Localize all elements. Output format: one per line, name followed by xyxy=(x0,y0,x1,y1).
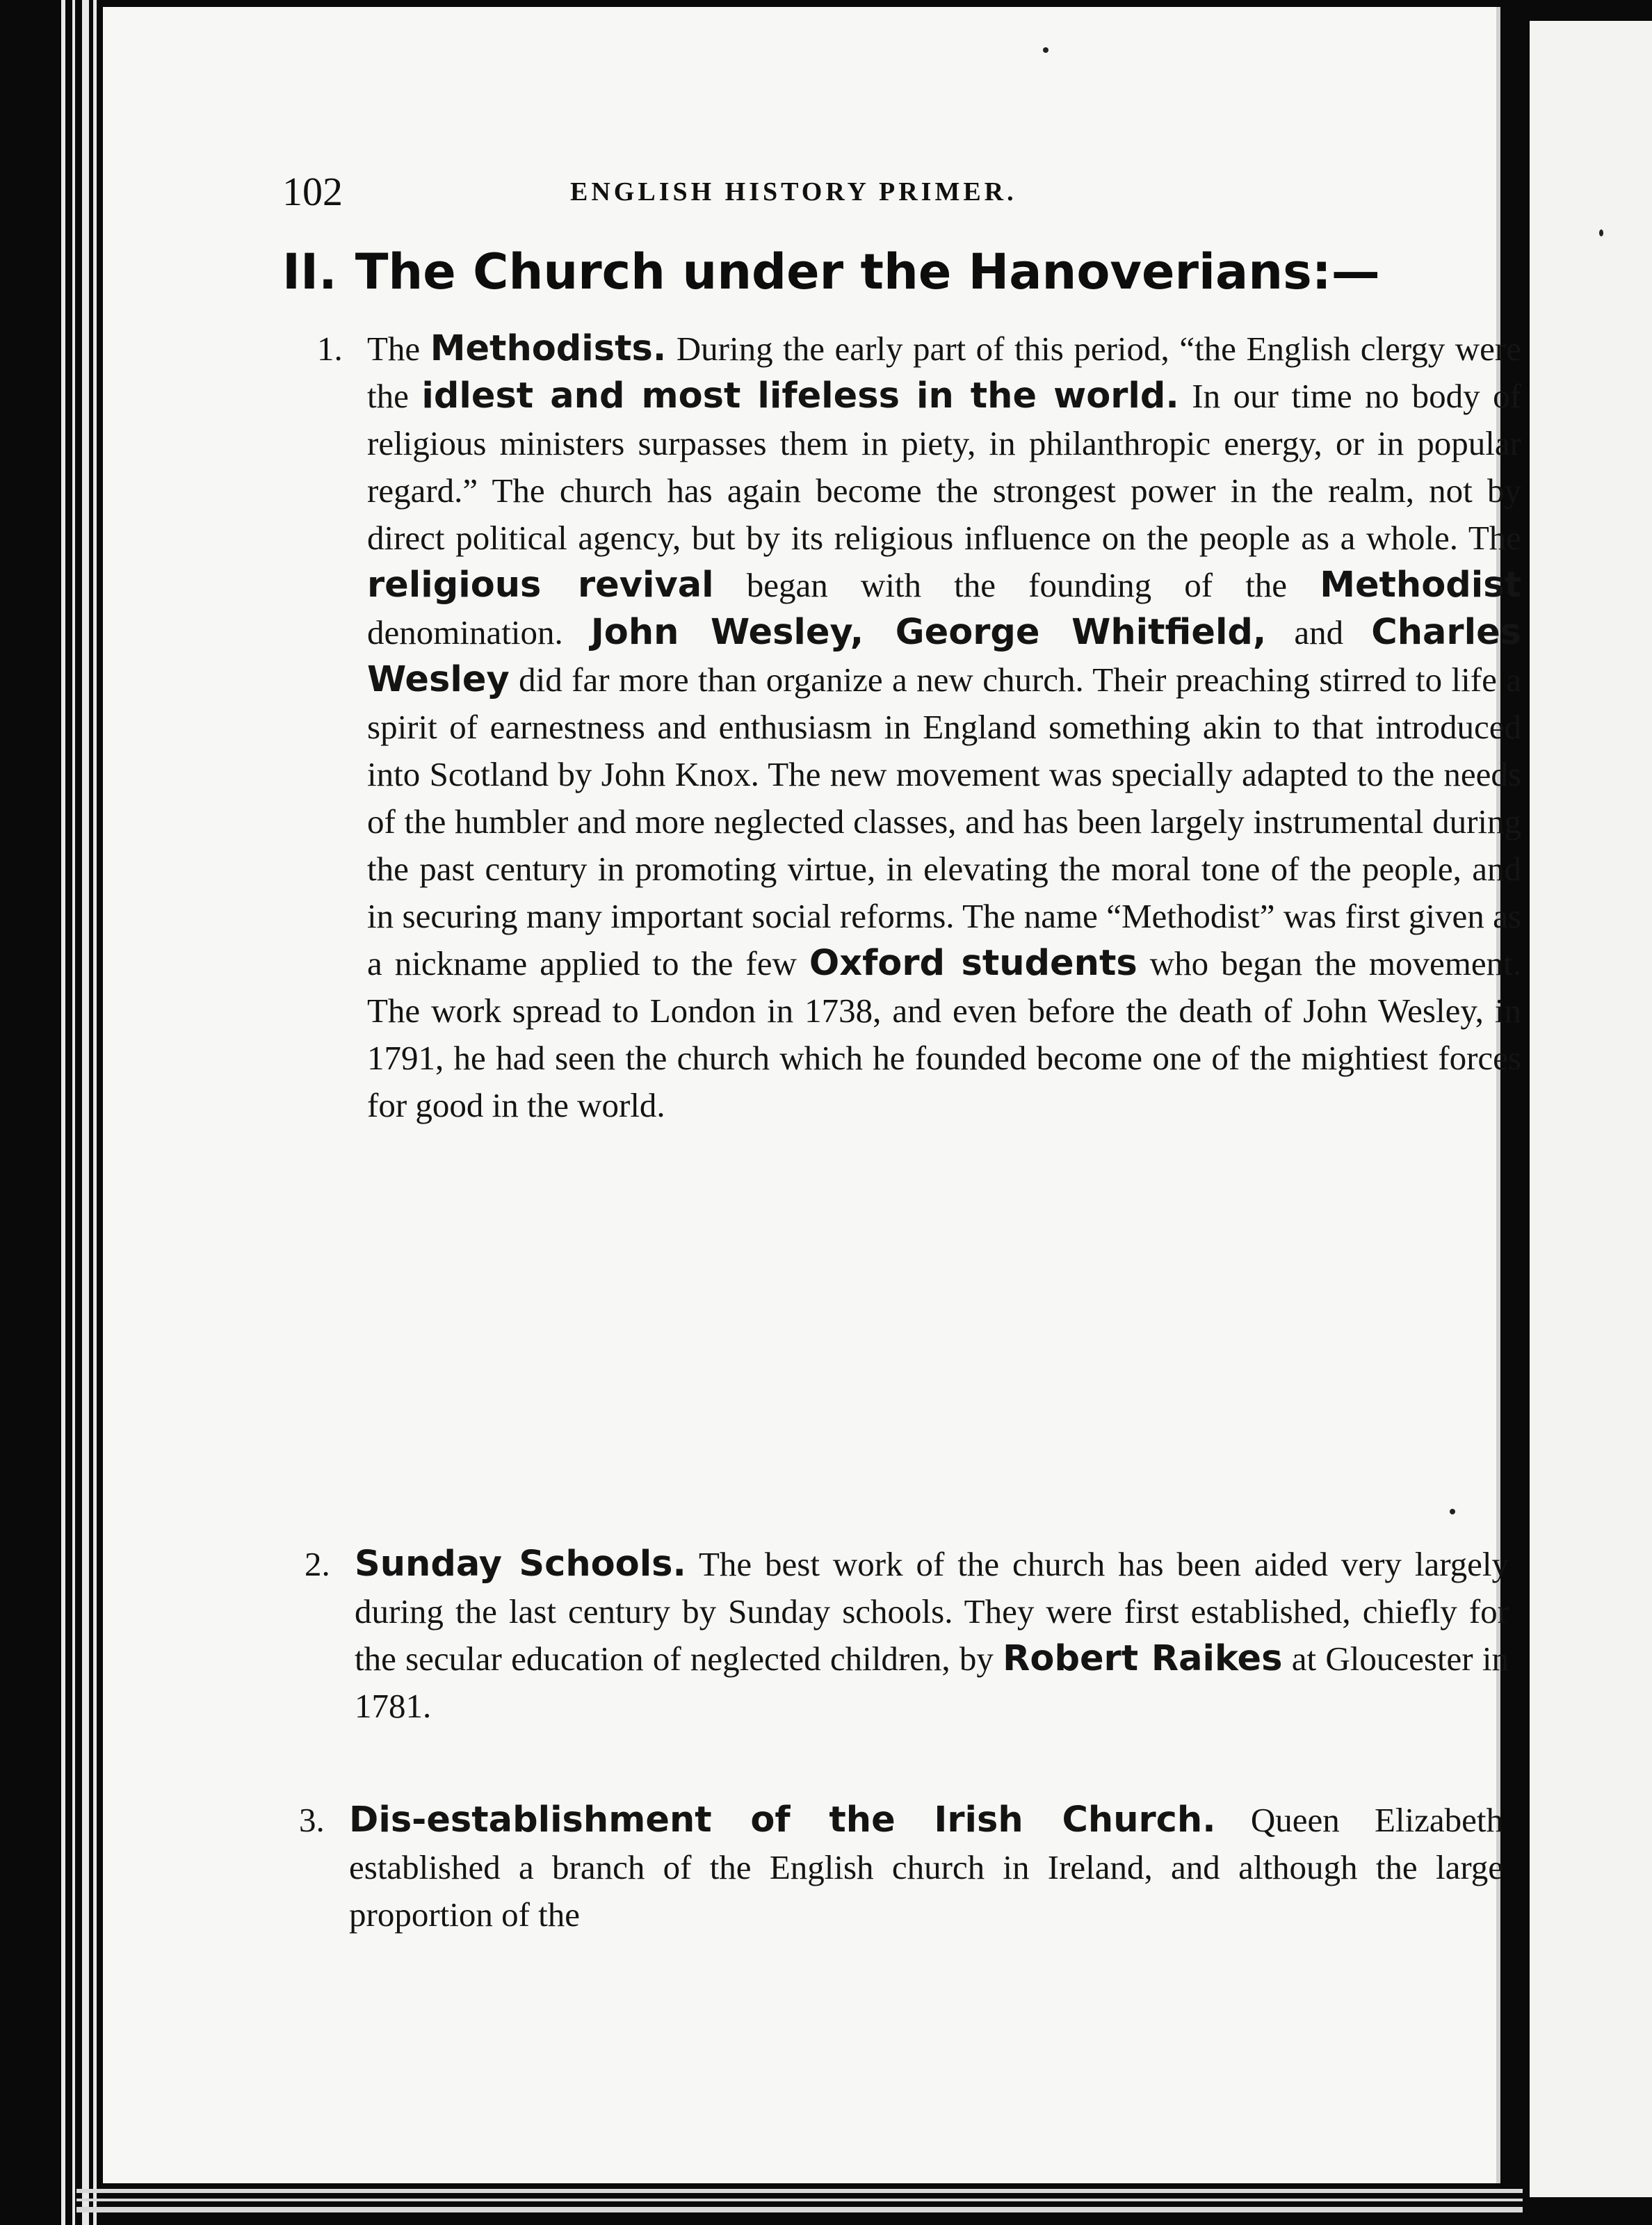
body-text: During the early part of this period, “the English clergy were the xyxy=(367,330,1521,415)
bold-term: John Wesley, George Whitfield, xyxy=(590,612,1267,653)
scan-speck xyxy=(1043,47,1048,53)
body-text: did far more than organize a new church. Their preaching stirred to life a spirit of earnestness and enthusiasm in England something akin to that introduced into Scotland by John Knox. The new movement was specially adapted to the needs of the humbler and more neglected classes, and has been largely instrumental during the past century in promoting virtue, in elevating the moral tone of the people, and in securing many important social reforms. The name “Methodist” was first given as a nickname applied to the few xyxy=(367,661,1521,982)
body-text: who began the movement. The work spread to London in 1738, and even before the death of John Wesley, in 1791, he had seen the church which he founded become one of the mightiest forces for good in the world. xyxy=(367,944,1522,1124)
page-edge-line xyxy=(61,0,65,2225)
bold-term: Oxford students xyxy=(809,943,1137,984)
bold-term: Dis-establishment of the Irish Church. xyxy=(349,1799,1216,1840)
body-text: at Gloucester in 1781. xyxy=(355,1640,1509,1725)
body-text: and xyxy=(1266,613,1372,652)
bold-term: Sunday Schools. xyxy=(355,1544,686,1585)
bold-term: Robert Raikes xyxy=(1003,1638,1283,1679)
entry-irish-church xyxy=(349,1797,1503,1939)
bold-term: idlest and most lifeless in the world. xyxy=(421,375,1179,416)
page-bottom-edge xyxy=(76,2199,1523,2201)
page-bottom-edge xyxy=(76,2189,1523,2193)
body-text: In our time no body of religious ministers surpasses them in piety, in philanthropic energy, or in popular regard.” The church has again become the strongest power in the realm, not by direct political agency, but by its religious influence on the people as a whole. The xyxy=(367,377,1521,557)
facing-page-edge xyxy=(1530,21,1652,2197)
bold-term: religious revival xyxy=(367,565,714,606)
body-text: denomination. xyxy=(367,613,591,652)
bold-term: Charles Wesley xyxy=(367,612,1522,700)
bold-term: Methodist xyxy=(1320,565,1521,606)
body-text: began with the founding of the xyxy=(713,566,1320,604)
book-page xyxy=(103,7,1522,2183)
page-edge-line xyxy=(72,0,75,2225)
bold-term: Methodists. xyxy=(430,328,667,369)
page-number: 102 xyxy=(282,169,343,214)
running-title: ENGLISH HISTORY PRIMER. xyxy=(570,177,1017,207)
page-edge-line xyxy=(93,0,97,2225)
scan-speck xyxy=(1450,1509,1455,1514)
body-text: The best work of the church has been aided very largely during the last century by Sunday schools. They were first established, chiefly for the secular education of neglected children, by xyxy=(355,1545,1509,1678)
page-edge-line xyxy=(82,0,89,2225)
entry-methodists xyxy=(367,325,1521,1129)
section-numeral: II. xyxy=(282,243,337,300)
body-text: The xyxy=(367,330,430,368)
page-bottom-edge xyxy=(76,2207,1523,2212)
entry-number: 1. xyxy=(317,330,343,368)
running-head xyxy=(103,168,1496,224)
body-text: Queen Elizabeth established a branch of the English church in Ireland, and although the large proportion of the xyxy=(349,1801,1503,1934)
entry-number: 2. xyxy=(305,1545,330,1583)
section-heading xyxy=(282,243,1464,300)
section-title: The Church under the Hanoverians:— xyxy=(355,243,1380,300)
entry-number: 3. xyxy=(299,1801,325,1839)
scan-speck xyxy=(1599,229,1603,236)
entry-sunday-schools xyxy=(355,1541,1509,1730)
